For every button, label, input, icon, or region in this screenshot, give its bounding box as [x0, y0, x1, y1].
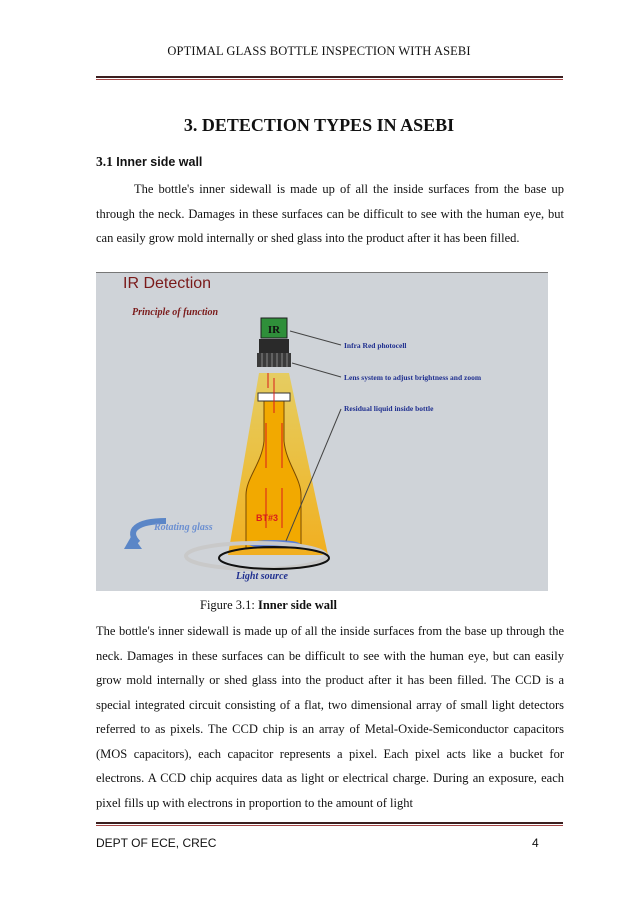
ir-sensor-label: IR — [267, 324, 281, 336]
figure-subtitle: Principle of function — [132, 307, 219, 318]
light-source-label: Light source — [236, 571, 288, 582]
caption-title: Inner side wall — [257, 598, 337, 612]
intro-text: The bottle's inner sidewall is made up of all the inside surfaces from the base up through the neck. Damages in these surfaces can be difficult to see with the human eye, but can easily grow mold internally or shed glass into the product after it has been filled. — [96, 182, 564, 245]
caption-prefix: Figure 3.1: — [200, 598, 258, 612]
photocell-label: Infra Red photocell — [344, 341, 407, 350]
section-title: Inner side wall — [116, 155, 203, 169]
running-header: OPTIMAL GLASS BOTTLE INSPECTION WITH ASEBI — [167, 44, 471, 58]
camera-body — [259, 339, 289, 353]
chapter-title: 3. DETECTION TYPES IN ASEBI — [183, 115, 455, 135]
residual-label: Residual liquid inside bottle — [344, 404, 434, 413]
ir-detection-diagram — [96, 273, 548, 591]
body-paragraph — [96, 619, 564, 815]
figure-caption — [200, 598, 337, 613]
figure-title: IR Detection — [123, 275, 212, 292]
footer-dept: DEPT OF ECE, CREC — [96, 836, 217, 850]
figure-ir-detection — [96, 272, 548, 591]
page-number: 4 — [532, 836, 539, 850]
lens-label: Lens system to adjust brightness and zoom — [344, 373, 482, 382]
body-text: The bottle's inner sidewall is made up of all the inside surfaces from the base up through the neck. Damages in these surfaces can be difficult to see with the human eye, but can easily grow mold internally or shed glass into the product after it has been filled. The CCD is a special integrated circuit consisting of a flat, two dimensional array of small light detectors referred to as pixels. The CCD chip is an array of Metal-Oxide-Semiconductor capacitors (MOS capacitors), each capacitor represents a pixel. Each pixel acts like a bucket for electrons. A CCD chip acquires data as light or electrical charge. During an exposure, each pixel fills up with electrons in proportion to the amount of light — [96, 624, 564, 810]
footer-rule — [96, 822, 563, 826]
header-rule — [96, 76, 563, 80]
intro-paragraph — [96, 177, 564, 251]
bottle-code-label: BT#3 — [256, 513, 279, 523]
section-number: 3.1 — [96, 154, 113, 169]
rotation-arrowhead-icon — [124, 535, 142, 549]
rotating-label: Rotating glass — [154, 522, 213, 533]
section-heading — [96, 154, 202, 170]
